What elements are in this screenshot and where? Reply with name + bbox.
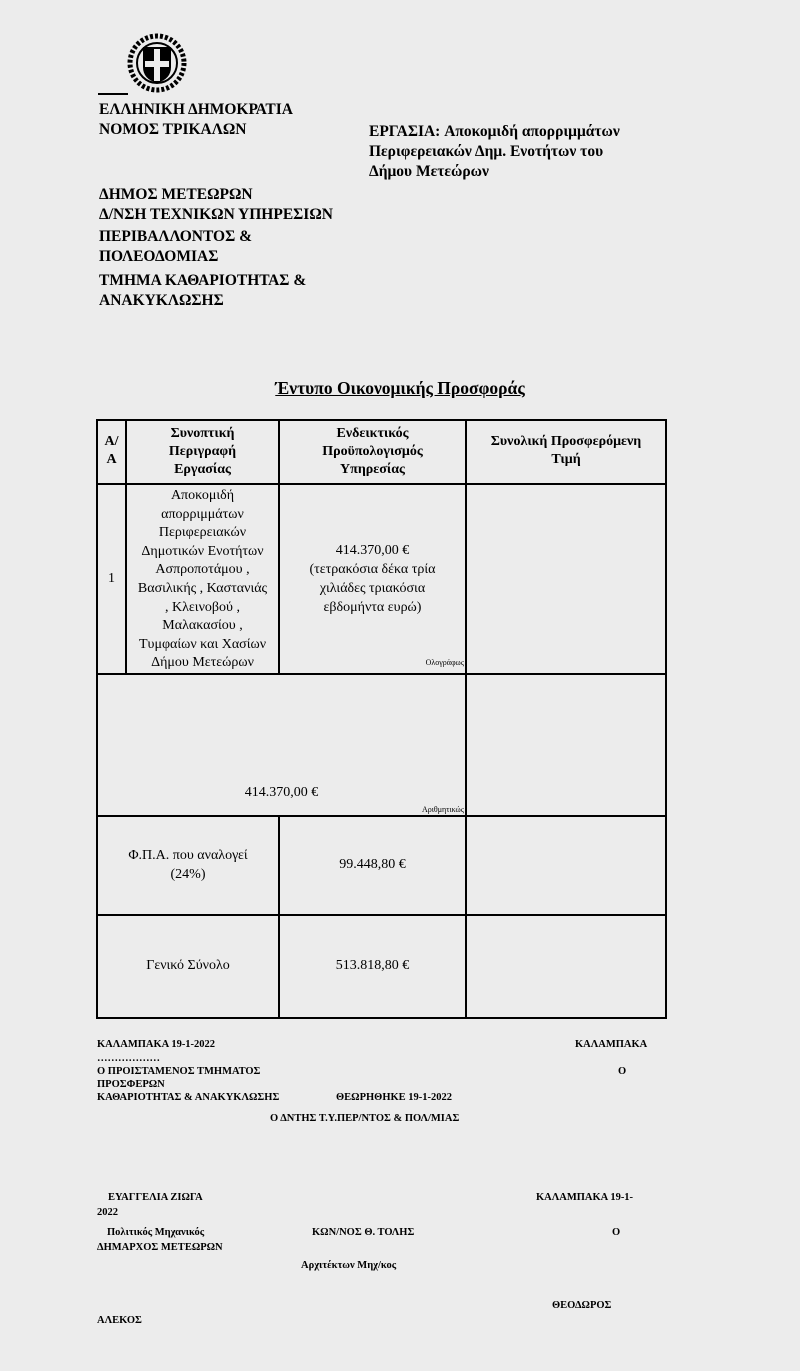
col-header-aa (97, 420, 126, 484)
signer-name-1: ΕΥΑΓΓΕΛΙΑ ΖΙΩΓΑ (108, 1192, 203, 1203)
header-line: ΤΜΗΜΑ ΚΑΘΑΡΙΟΤΗΤΑΣ & (99, 272, 307, 289)
description-line: Βασιλικής , Καστανιάς (137, 580, 268, 596)
header-line: ΠΕΡΙΒΑΛΛΟΝΤΟΣ & (99, 228, 253, 245)
header-text: Υπηρεσίας (340, 462, 405, 477)
total-label: Γενικό Σύνολο (97, 915, 279, 1018)
form-title: Έντυπο Οικονομικής Προσφοράς (275, 378, 525, 398)
header-line: ΠΟΛΕΟΔΟΜΙΑΣ (99, 248, 219, 265)
header-line: ΔΗΜΟΣ ΜΕΤΕΩΡΩΝ (99, 186, 253, 203)
description-line: Τυμφαίων και Χασίων (138, 636, 267, 652)
col-header-offer-price (466, 420, 666, 484)
in-words-label: Ολογράφως (425, 657, 464, 667)
header-line: ΕΛΛΗΝΙΚΗ ΔΗΜΟΚΡΑΤΙΑ (99, 101, 293, 118)
budget-amount: 414.370,00 € (335, 542, 410, 558)
offer-table (96, 419, 667, 1019)
place-right-2: ΚΑΛΑΜΠΑΚΑ 19-1- (536, 1192, 634, 1203)
description-line: , Κλεινοβού , (165, 599, 240, 615)
header-text: Ενδεικτικός (336, 426, 409, 441)
description-line: Μαλακασίου , (162, 618, 243, 634)
header-text: Συνοπτική (170, 426, 235, 441)
budget-words-line: χιλιάδες τριακόσια (319, 580, 426, 596)
o-right-2: Ο (612, 1227, 621, 1238)
description-line: Περιφερειακών (158, 525, 247, 541)
department-header (99, 185, 333, 311)
place-right-1: ΚΑΛΑΜΠΑΚΑ (575, 1039, 648, 1050)
o-right-1: Ο (618, 1066, 627, 1077)
signer-name-2: ΚΩΝ/ΝΟΣ Θ. ΤΟΛΗΣ (312, 1227, 415, 1238)
task-line: Δήμου Μετεώρων (369, 163, 489, 180)
description-line: απορριμμάτων (161, 506, 244, 522)
offer-price-cell-4 (466, 915, 666, 1018)
header-line: Δ/ΝΣΗ ΤΕΧΝΙΚΩΝ ΥΠΗΡΕΣΙΩΝ (99, 206, 333, 223)
offer-price-cell-3 (466, 816, 666, 915)
header-text: Συνολική Προσφερόμενη (490, 434, 642, 449)
head-of-department: Ο ΠΡΟΙΣΤΑΜΕΝΟΣ ΤΜΗΜΑΤΟΣ (97, 1066, 261, 1077)
vat-amount: 99.448,80 € (279, 816, 466, 915)
header-text: Προϋπολογισμός (322, 444, 423, 459)
budget-numeric-amount: 414.370,00 € (244, 784, 319, 800)
table-row (97, 674, 666, 816)
offerer-label: ΠΡΟΣΦΕΡΩΝ (97, 1079, 165, 1090)
place-date-left: ΚΑΛΑΜΠΑΚΑ 19-1-2022 (97, 1039, 216, 1050)
dots: ……………… (97, 1053, 160, 1064)
budget-words-line: εβδομήντα ευρώ) (323, 599, 422, 615)
director-title: Ο ΔΝΤΗΣ Τ.Υ.ΠΕΡ/ΝΤΟΣ & ΠΟΛ/ΜΙΑΣ (270, 1113, 460, 1124)
task-line: Αποκομιδή απορριμμάτων (444, 123, 620, 140)
vat-label-cell (97, 816, 279, 915)
authority-header (99, 100, 293, 140)
row-budget-words (279, 484, 466, 674)
vat-label-line: (24%) (170, 867, 206, 883)
task-label: ΕΡΓΑΣΙΑ: (369, 123, 441, 140)
offer-price-cell-1 (466, 484, 666, 674)
task-line: Περιφερειακών Δημ. Ενοτήτων του (369, 143, 604, 160)
table-header-row (97, 420, 666, 484)
table-row (97, 484, 666, 674)
signer-name-3-first: ΘΕΟΔΩΡΟΣ (552, 1300, 612, 1311)
coat-of-arms-emblem (127, 33, 187, 93)
header-text: Α/ (104, 434, 119, 449)
header-rule (98, 93, 128, 95)
signer-name-3-last: ΑΛΕΚΟΣ (97, 1315, 142, 1326)
table-row (97, 816, 666, 915)
description-line: Δημοτικών Ενοτήτων (141, 543, 264, 559)
description-line: Αποκομιδή (170, 488, 235, 503)
row-budget-numeric (97, 674, 466, 816)
col-header-description (126, 420, 279, 484)
header-text: Τιμή (551, 452, 581, 467)
header-line: ΑΝΑΚΥΚΛΩΣΗΣ (99, 292, 224, 309)
col-header-budget (279, 420, 466, 484)
header-text: Περιγραφή (168, 444, 237, 459)
approved-date: ΘΕΩΡΗΘΗΚΕ 19-1-2022 (336, 1092, 453, 1103)
table-row (97, 915, 666, 1018)
header-text: Α (106, 452, 117, 467)
offer-price-cell-2 (466, 674, 666, 816)
year: 2022 (97, 1207, 118, 1218)
vat-label-line: Φ.Π.Α. που αναλογεί (128, 848, 248, 864)
header-text: Εργασίας (174, 462, 231, 477)
department-name: ΚΑΘΑΡΙΟΤΗΤΑΣ & ΑΝΑΚΥΚΛΩΣΗΣ (97, 1092, 280, 1103)
total-amount: 513.818,80 € (279, 915, 466, 1018)
in-numbers-label: Αριθμητικώς (422, 804, 464, 814)
description-line: Ασπροποτάμου , (155, 562, 250, 578)
budget-words-line: (τετρακόσια δέκα τρία (309, 561, 436, 577)
signer-title-2: Αρχιτέκτων Μηχ/κος (301, 1260, 397, 1271)
signer-title-1: Πολιτικός Μηχανικός (107, 1227, 205, 1238)
description-line: Δήμου Μετεώρων (151, 655, 254, 671)
mayor-title: ΔΗΜΑΡΧΟΣ ΜΕΤΕΩΡΩΝ (97, 1242, 223, 1253)
task-block (369, 122, 620, 182)
row-description (126, 484, 279, 674)
header-line: ΝΟΜΟΣ ΤΡΙΚΑΛΩΝ (99, 121, 247, 138)
row-aa: 1 (97, 484, 126, 674)
